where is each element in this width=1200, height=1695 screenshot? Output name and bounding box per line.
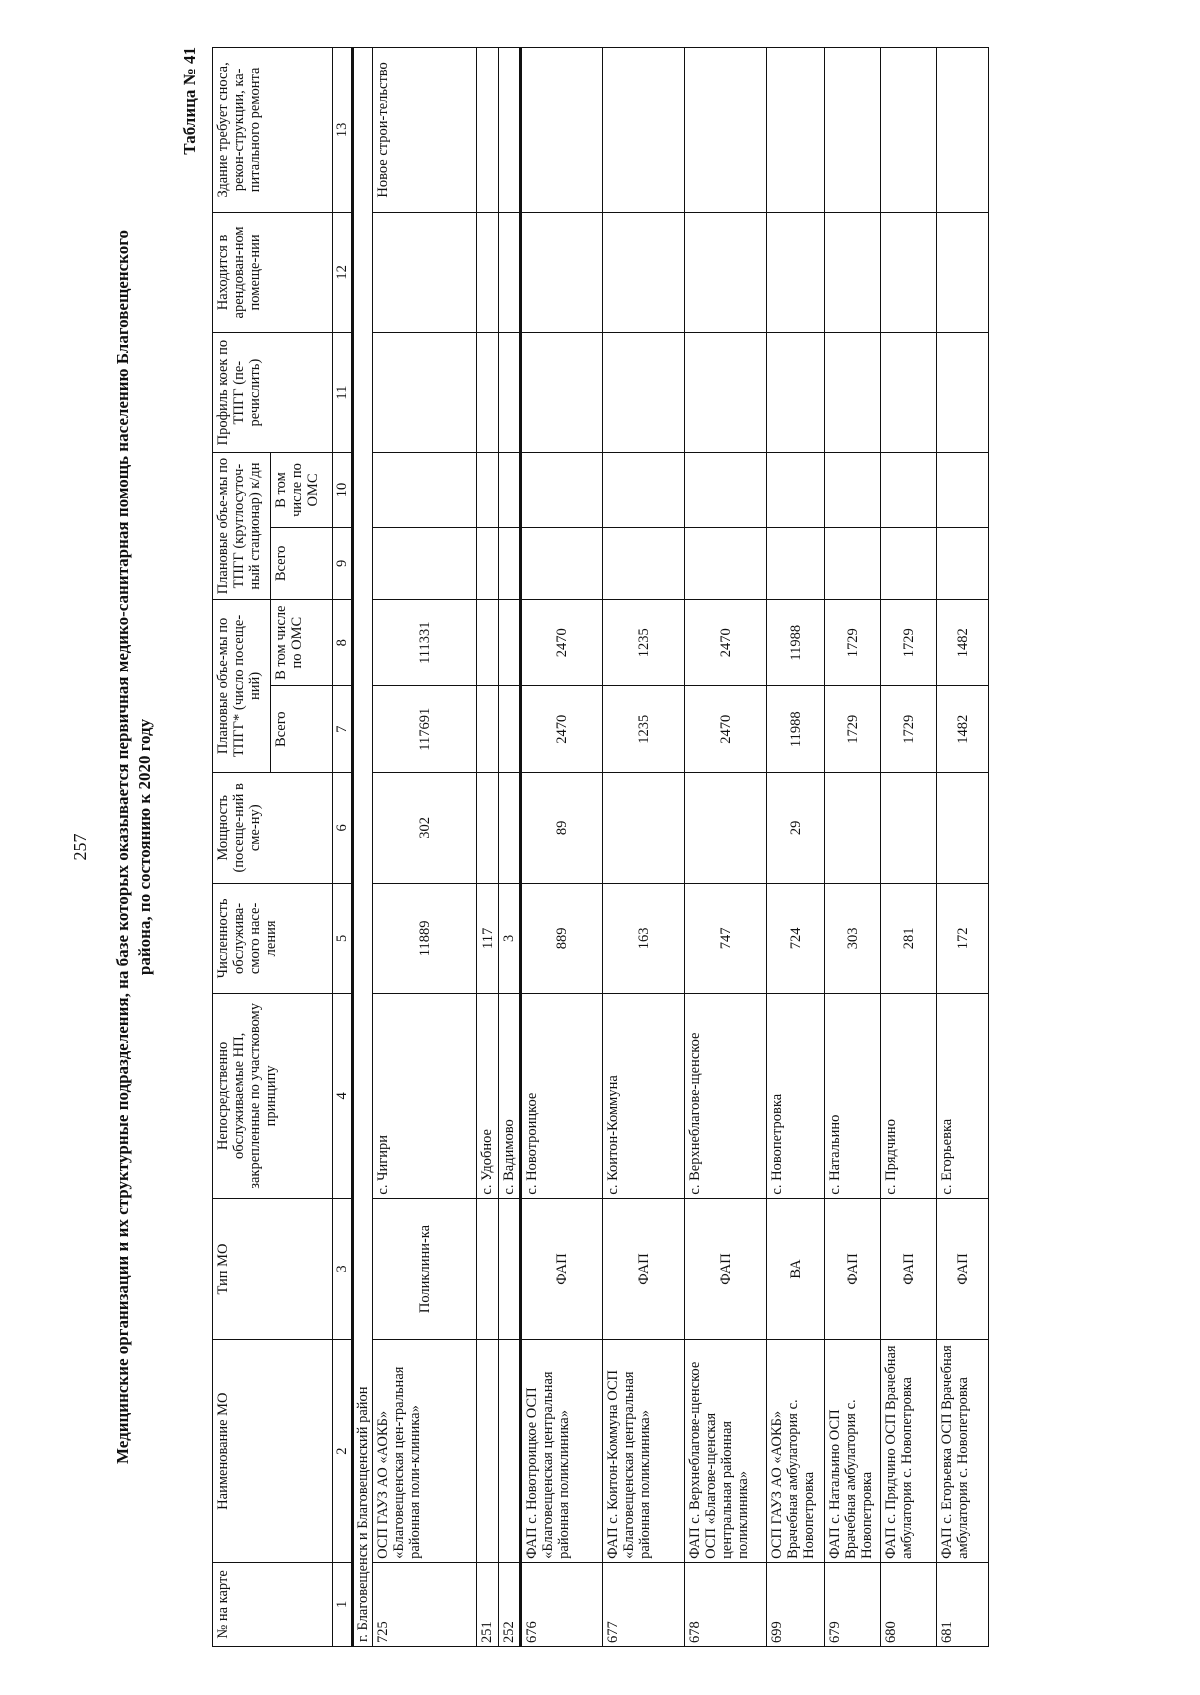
cell-stationary-oms [685, 453, 767, 528]
cell-served-np: с. Новопетровка [767, 994, 825, 1198]
cell-repair [521, 48, 603, 213]
cell-served-np: с. Егорьевка [937, 994, 989, 1198]
document-title [112, 47, 156, 1647]
cell-mo-type: ФАП [825, 1198, 881, 1340]
col-number: 3 [333, 1198, 353, 1340]
cell-visits-oms: 2470 [685, 599, 767, 686]
header-visits-oms: В том числе по ОМС [271, 599, 333, 686]
data-table [212, 47, 989, 1647]
col-number: 6 [333, 773, 353, 884]
cell-visits-oms: 1729 [881, 599, 937, 686]
cell-rented [881, 212, 937, 332]
cell-visits-oms: 11988 [767, 599, 825, 686]
header-population: Численность обслужива-смого насе-ления [213, 883, 333, 994]
header-stationary: Плановые объе-мы по ТПГГ (круглосуточ-ный стационар) к/дн [213, 453, 271, 600]
cell-population: 11889 [373, 883, 477, 994]
cell-population: 724 [767, 883, 825, 994]
cell-mo-name [477, 1340, 499, 1562]
cell-mo-type: ФАП [937, 1198, 989, 1340]
cell-stationary-oms [521, 453, 603, 528]
cell-power [685, 773, 767, 884]
cell-stationary-all [881, 527, 937, 599]
cell-bed-profile [477, 333, 499, 453]
cell-repair [937, 48, 989, 213]
cell-mo-name: ОСП ГАУЗ АО «АОКБ» Врачебная амбулатория с. Новопетровка [767, 1340, 825, 1562]
column-numbers-row [333, 48, 353, 1647]
cell-visits-all: 11988 [767, 686, 825, 773]
cell-stationary-all [937, 527, 989, 599]
col-number: 1 [333, 1562, 353, 1646]
cell-power [937, 773, 989, 884]
table-row [767, 48, 825, 1647]
cell-rented [937, 212, 989, 332]
title-line-1: Медицинские организации и их структурные подразделения, на базе которых оказывается первичная медико-санитарная помощь населению Благовещенского [113, 229, 132, 1465]
cell-served-np: с. Вадимово [499, 994, 521, 1198]
cell-map-number: 252 [499, 1562, 521, 1646]
table-row [937, 48, 989, 1647]
cell-visits-all: 1482 [937, 686, 989, 773]
cell-population: 281 [881, 883, 937, 994]
cell-rented [499, 212, 521, 332]
header-power: Мощность (посеще-ний в сме-ну) [213, 773, 333, 884]
col-number: 8 [333, 599, 353, 686]
cell-visits-all: 2470 [685, 686, 767, 773]
cell-visits-all: 1729 [825, 686, 881, 773]
cell-repair [499, 48, 521, 213]
cell-served-np: с. Верхнеблагове-щенское [685, 994, 767, 1198]
cell-rented [521, 212, 603, 332]
col-number: 12 [333, 212, 353, 332]
cell-visits-oms: 111331 [373, 599, 477, 686]
cell-stationary-all [477, 527, 499, 599]
cell-population: 163 [603, 883, 685, 994]
page-number: 257 [70, 833, 90, 861]
cell-bed-profile [881, 333, 937, 453]
cell-visits-all [477, 686, 499, 773]
cell-stationary-all [603, 527, 685, 599]
cell-stationary-oms [767, 453, 825, 528]
cell-mo-type [499, 1198, 521, 1340]
cell-stationary-all [685, 527, 767, 599]
cell-stationary-oms [937, 453, 989, 528]
table-row [603, 48, 685, 1647]
cell-visits-oms: 1235 [603, 599, 685, 686]
table-row [825, 48, 881, 1647]
cell-mo-name: ОСП ГАУЗ АО «АОКБ» «Благовещенская цен-тральная районная поли-клиника» [373, 1340, 477, 1562]
cell-population: 889 [521, 883, 603, 994]
cell-mo-type: Поликлини-ка [373, 1198, 477, 1340]
cell-visits-all [499, 686, 521, 773]
cell-visits-oms [499, 599, 521, 686]
cell-visits-all: 2470 [521, 686, 603, 773]
table-row [477, 48, 499, 1647]
cell-mo-name: ФАП с. Прядчино ОСП Врачебная амбулатория с. Новопетровка [881, 1340, 937, 1562]
cell-rented [603, 212, 685, 332]
cell-stationary-all [373, 527, 477, 599]
header-served-np: Непосредственно обслуживаемые НП, закрепленные по участковому принципу [213, 994, 333, 1198]
cell-served-np: с. Новотроицкое [521, 994, 603, 1198]
cell-stationary-oms [499, 453, 521, 528]
header-mo-type: Тип МО [213, 1198, 333, 1340]
cell-bed-profile [767, 333, 825, 453]
cell-repair [685, 48, 767, 213]
cell-visits-all: 117691 [373, 686, 477, 773]
cell-map-number: 677 [603, 1562, 685, 1646]
cell-mo-name: ФАП с. Новотроицкое ОСП «Благовещенская центральная районная поликлиника» [521, 1340, 603, 1562]
cell-bed-profile [603, 333, 685, 453]
cell-mo-name: ФАП с. Егорьевка ОСП Врачебная амбулатория с. Новопетровка [937, 1340, 989, 1562]
table-row [521, 48, 603, 1647]
cell-population: 303 [825, 883, 881, 994]
region-name: г. Благовещенск и Благовещенский район [353, 48, 373, 1647]
cell-bed-profile [937, 333, 989, 453]
cell-map-number: 679 [825, 1562, 881, 1646]
cell-mo-name: ФАП с. Натальино ОСП Врачебная амбулатория с. Новопетровка [825, 1340, 881, 1562]
col-number: 7 [333, 686, 353, 773]
cell-population: 117 [477, 883, 499, 994]
rotated-page [70, 47, 1130, 1647]
cell-visits-oms: 1482 [937, 599, 989, 686]
cell-power [881, 773, 937, 884]
cell-mo-type: ФАП [685, 1198, 767, 1340]
cell-map-number: 725 [373, 1562, 477, 1646]
header-bed-profile: Профиль коек по ТПГГ (пе-речислить) [213, 333, 333, 453]
cell-map-number: 681 [937, 1562, 989, 1646]
header-stationary-all: Всего [271, 527, 333, 599]
col-number: 10 [333, 453, 353, 528]
header-map-number: № на карте [213, 1562, 333, 1646]
cell-population: 747 [685, 883, 767, 994]
cell-stationary-oms [825, 453, 881, 528]
cell-served-np: с. Коитон-Коммуна [603, 994, 685, 1198]
table-number: Таблица № 41 [180, 47, 199, 155]
cell-rented [477, 212, 499, 332]
header-visits: Плановые объе-мы по ТПГГ* (число посеще-ний) [213, 599, 271, 772]
cell-bed-profile [825, 333, 881, 453]
cell-stationary-oms [477, 453, 499, 528]
cell-repair: Новое строи-тельство [373, 48, 477, 213]
col-number: 5 [333, 883, 353, 994]
region-row [353, 48, 373, 1647]
cell-rented [685, 212, 767, 332]
cell-visits-all: 1729 [881, 686, 937, 773]
cell-map-number: 251 [477, 1562, 499, 1646]
cell-map-number: 699 [767, 1562, 825, 1646]
cell-rented [825, 212, 881, 332]
table-row [373, 48, 477, 1647]
header-visits-all: Всего [271, 686, 333, 773]
cell-bed-profile [521, 333, 603, 453]
cell-rented [373, 212, 477, 332]
cell-served-np: с. Чигири [373, 994, 477, 1198]
cell-power [825, 773, 881, 884]
cell-stationary-oms [603, 453, 685, 528]
cell-served-np: с. Удобное [477, 994, 499, 1198]
cell-mo-type: ФАП [521, 1198, 603, 1340]
cell-rented [767, 212, 825, 332]
cell-visits-all: 1235 [603, 686, 685, 773]
cell-stationary-all [499, 527, 521, 599]
cell-repair [477, 48, 499, 213]
header-mo-name: Наименование МО [213, 1340, 333, 1562]
cell-bed-profile [499, 333, 521, 453]
cell-visits-oms [477, 599, 499, 686]
cell-repair [603, 48, 685, 213]
cell-population: 172 [937, 883, 989, 994]
header-rented: Находится в арендован-ном помеще-нии [213, 212, 333, 332]
cell-stationary-all [767, 527, 825, 599]
table-body [333, 48, 989, 1647]
cell-mo-type: ВА [767, 1198, 825, 1340]
cell-power [603, 773, 685, 884]
cell-mo-type: ФАП [881, 1198, 937, 1340]
header-repair: Здание требует сноса, рекон-струкции, ка-питального ремонта [213, 48, 333, 213]
cell-population: 3 [499, 883, 521, 994]
cell-repair [767, 48, 825, 213]
cell-visits-oms: 1729 [825, 599, 881, 686]
cell-map-number: 680 [881, 1562, 937, 1646]
cell-power: 89 [521, 773, 603, 884]
col-number: 9 [333, 527, 353, 599]
cell-power [477, 773, 499, 884]
col-number: 11 [333, 333, 353, 453]
cell-power: 302 [373, 773, 477, 884]
cell-mo-name: ФАП с. Коитон-Коммуна ОСП «Благовещенская центральная районная поликлиника» [603, 1340, 685, 1562]
cell-bed-profile [685, 333, 767, 453]
cell-stationary-oms [373, 453, 477, 528]
title-line-2: района, по состоянию к 2020 году [135, 718, 154, 976]
cell-mo-type: ФАП [603, 1198, 685, 1340]
col-number: 13 [333, 48, 353, 213]
cell-stationary-all [825, 527, 881, 599]
cell-visits-oms: 2470 [521, 599, 603, 686]
cell-mo-name: ФАП с. Верхнеблагове-щенское ОСП «Благове-щенская центральная районная поликлиника» [685, 1340, 767, 1562]
col-number: 2 [333, 1340, 353, 1562]
cell-map-number: 676 [521, 1562, 603, 1646]
cell-stationary-all [521, 527, 603, 599]
cell-power [499, 773, 521, 884]
cell-repair [825, 48, 881, 213]
cell-stationary-oms [881, 453, 937, 528]
table-row [881, 48, 937, 1647]
cell-power: 29 [767, 773, 825, 884]
cell-repair [881, 48, 937, 213]
cell-served-np: с. Натальино [825, 994, 881, 1198]
table-row [685, 48, 767, 1647]
header-stationary-oms: В том числе по ОМС [271, 453, 333, 528]
cell-served-np: с. Прядчино [881, 994, 937, 1198]
col-number: 4 [333, 994, 353, 1198]
cell-mo-type [477, 1198, 499, 1340]
cell-bed-profile [373, 333, 477, 453]
cell-mo-name [499, 1340, 521, 1562]
table-row [499, 48, 521, 1647]
cell-map-number: 678 [685, 1562, 767, 1646]
